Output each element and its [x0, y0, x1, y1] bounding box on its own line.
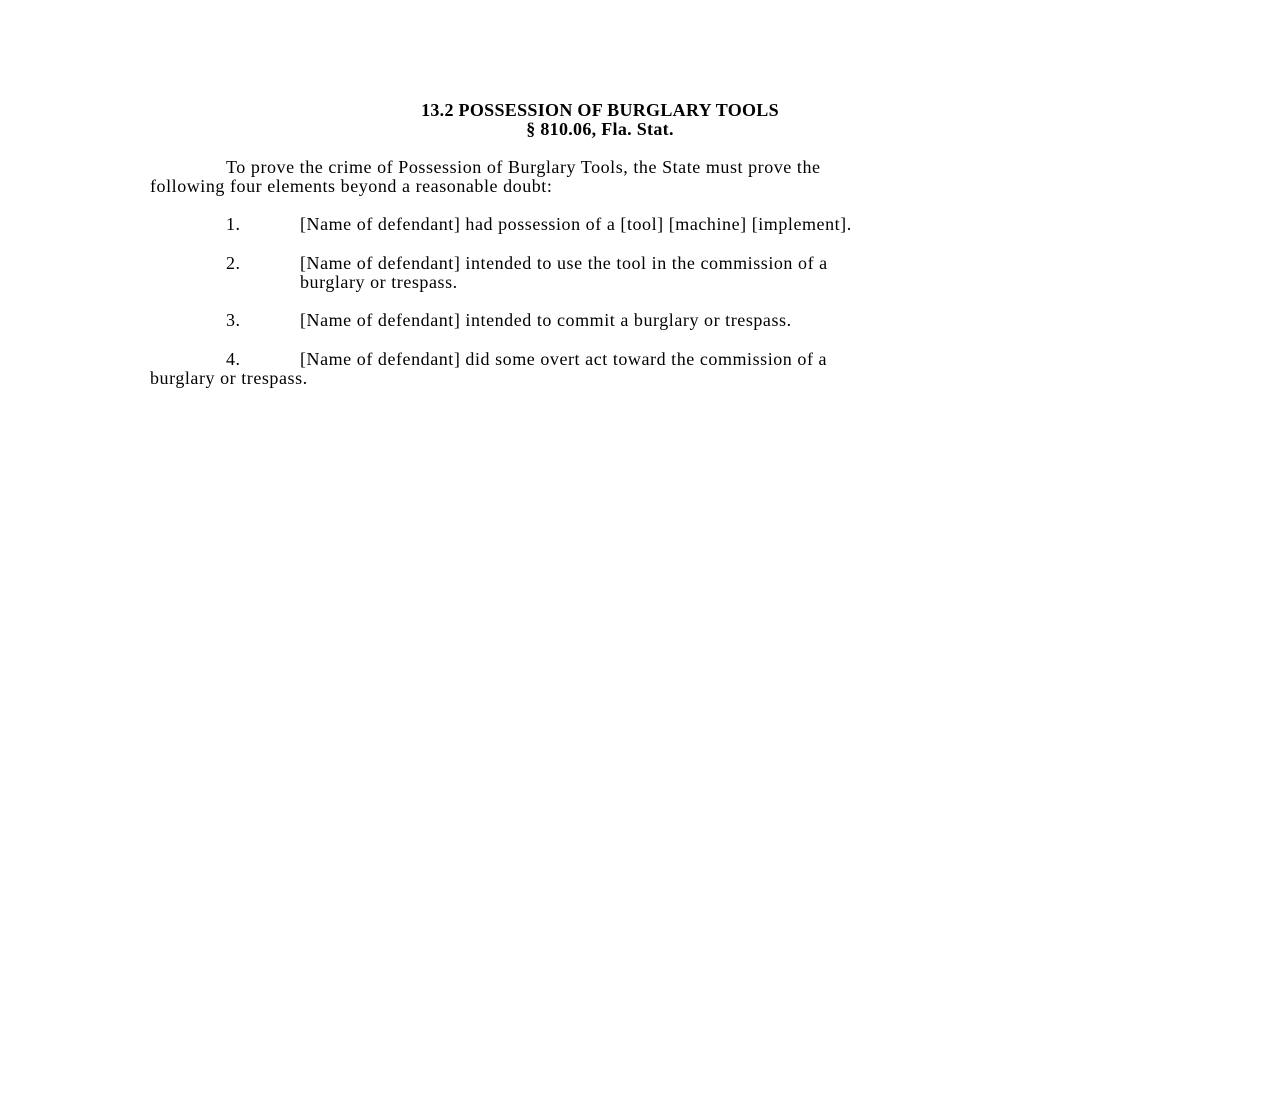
statute-reference: § 810.06, Fla. Stat.	[526, 119, 674, 139]
element-1-text: [Name of defendant] had possession of a [tool] [machine] [implement].	[300, 214, 852, 234]
element-4-text-cont: burglary or trespass.	[150, 368, 308, 388]
element-3-text: [Name of defendant] intended to commit a burglary or trespass.	[300, 310, 792, 330]
element-4-number: 4.	[226, 349, 241, 369]
instruction-title: 13.2 POSSESSION OF BURGLARY TOOLS	[421, 100, 779, 120]
intro-line-1: To prove the crime of Possession of Burglary Tools, the State must prove the	[226, 157, 821, 177]
element-2-text: [Name of defendant] intended to use the tool in the commission of a	[300, 253, 828, 273]
element-3-number: 3.	[226, 310, 241, 330]
element-1-number: 1.	[226, 214, 241, 234]
element-4-text: [Name of defendant] did some overt act toward the commission of a	[300, 349, 828, 369]
element-2-text-cont: burglary or trespass.	[300, 272, 458, 292]
element-2-number: 2.	[226, 253, 241, 273]
intro-line-2: following four elements beyond a reasonable doubt:	[150, 176, 553, 196]
